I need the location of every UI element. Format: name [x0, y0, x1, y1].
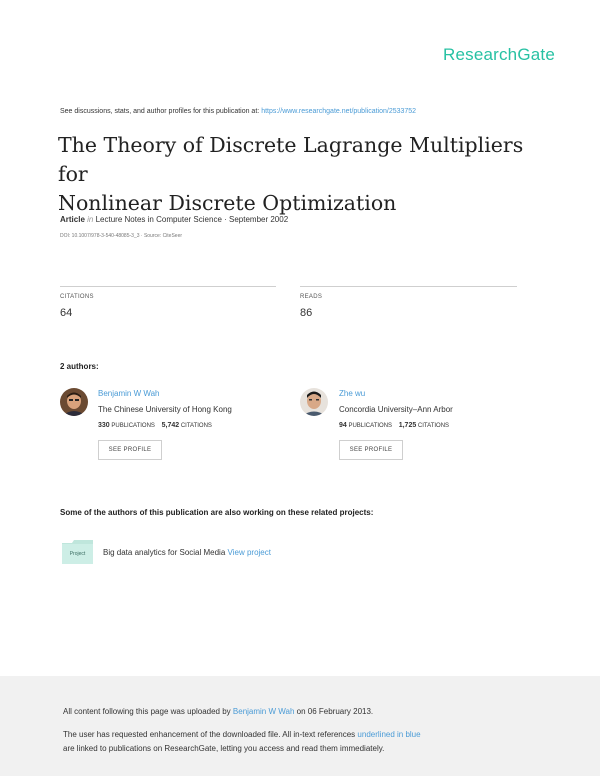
footer-panel	[0, 676, 600, 776]
footer-uploader-link[interactable]: Benjamin W Wah	[232, 707, 295, 716]
reads-divider	[300, 286, 517, 287]
discussions-line	[60, 108, 416, 115]
authors-heading: 2 authors:	[60, 362, 99, 371]
author-1-publications-count: 330	[98, 422, 110, 429]
title-line-2: Nonlinear Discrete Optimization	[58, 191, 397, 215]
in-word: in	[87, 215, 94, 224]
project-icon-label: Project	[69, 551, 86, 557]
author-1-name-link[interactable]: Benjamin W Wah	[98, 389, 160, 398]
researchgate-logo[interactable]: ResearchGate	[442, 45, 555, 64]
footer-line2-prefix: The user has requested enhancement of the downloaded file. All in-text references	[63, 730, 356, 739]
author-2-affiliation: Concordia University–Ann Arbor	[339, 405, 453, 414]
author-1-affiliation: The Chinese University of Hong Kong	[98, 405, 232, 414]
footer-upload-line	[63, 707, 373, 716]
project-name: Big data analytics for Social Media	[103, 548, 226, 557]
author-1-citations-label: CITATIONS	[180, 423, 212, 429]
publication-title	[58, 131, 558, 218]
reads-value: 86	[300, 307, 313, 319]
author-2-stats	[339, 422, 449, 429]
discussions-text: See discussions, stats, and author profiles for this publication at:	[60, 108, 260, 115]
project-folder-icon	[62, 540, 93, 564]
project-row	[103, 548, 271, 557]
footer-upload-suffix: on 06 February 2013.	[296, 707, 374, 716]
author-1-stats	[98, 422, 212, 429]
citations-value: 64	[60, 307, 73, 319]
author-2-citations-label: CITATIONS	[417, 423, 450, 429]
reads-label: READS	[300, 294, 323, 300]
citations-divider	[60, 286, 276, 287]
author-1-citations-count: 5,742	[161, 422, 180, 429]
article-type: Article	[60, 215, 85, 224]
footer-underlined-link[interactable]: underlined in blue	[357, 730, 421, 739]
footer-enhancement-line	[63, 730, 421, 739]
author-2-citations-count: 1,725	[398, 422, 417, 429]
doi-line: DOI: 10.1007/978-3-540-48085-3_3 · Source: CiteSeer	[60, 233, 183, 239]
title-line-1: The Theory of Discrete Lagrange Multipliers for	[58, 133, 524, 186]
author-1-see-profile-button[interactable]: SEE PROFILE	[98, 440, 162, 460]
author-1-publications-label: PUBLICATIONS	[111, 423, 155, 429]
author-2-see-profile-button[interactable]: SEE PROFILE	[339, 440, 403, 460]
related-projects-heading: Some of the authors of this publication are also working on these related projects:	[60, 508, 374, 517]
venue: Lecture Notes in Computer Science · September 2002	[95, 215, 289, 224]
footer-upload-prefix: All content following this page was uploaded by	[63, 707, 231, 716]
author-2-publications-count: 94	[339, 422, 347, 429]
avatar-author-1[interactable]	[60, 388, 88, 416]
footer-linked-line: are linked to publications on ResearchGate, letting you access and read them immediately.	[63, 744, 385, 753]
publication-url-link[interactable]: https://www.researchgate.net/publication/2533752	[261, 108, 417, 115]
avatar-author-2[interactable]	[300, 388, 328, 416]
publication-meta	[60, 215, 288, 224]
author-2-name-link[interactable]: Zhe wu	[339, 389, 366, 398]
view-project-link[interactable]: View project	[227, 548, 271, 557]
author-2-publications-label: PUBLICATIONS	[348, 423, 393, 429]
citations-label: CITATIONS	[60, 294, 94, 300]
